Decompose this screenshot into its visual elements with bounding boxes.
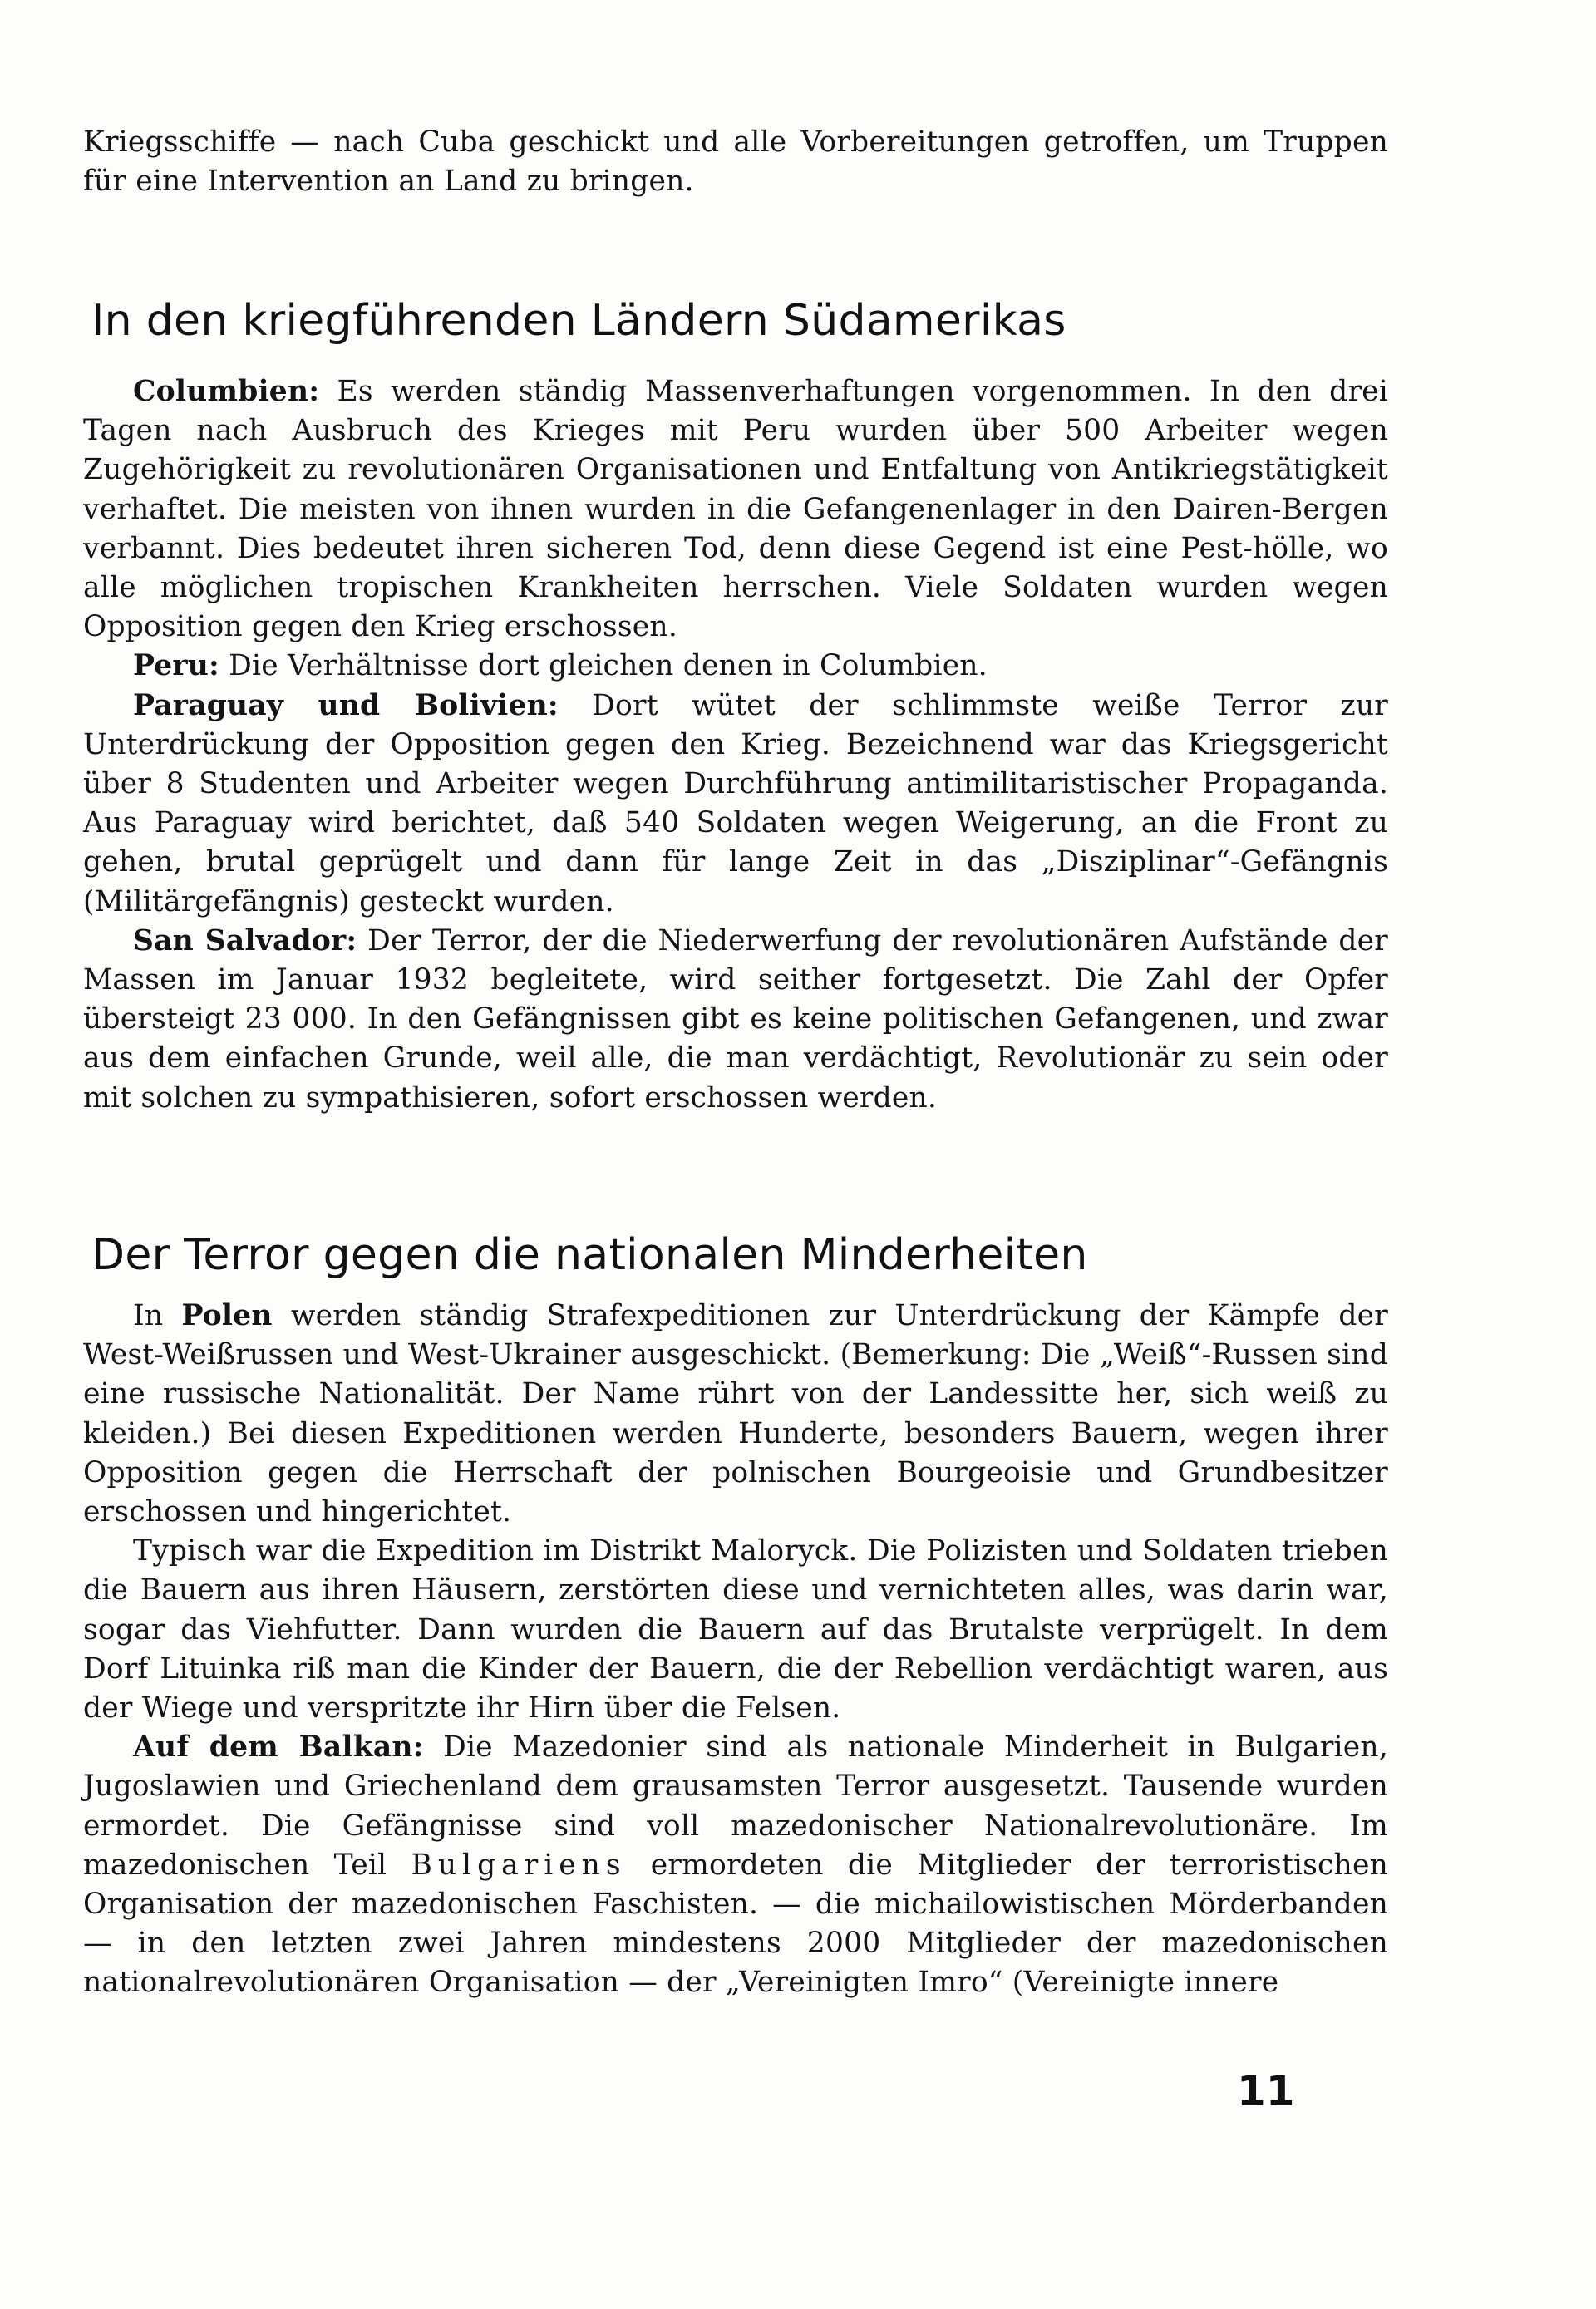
paragraph-balkan bbox=[83, 1728, 1388, 2002]
paragraph-peru bbox=[83, 647, 1388, 686]
paragraph-paraguay-bolivien bbox=[83, 687, 1388, 922]
paragraph-maloryck bbox=[83, 1532, 1388, 1728]
intro-line-1: Kriegsschiffe — nach Cuba geschickt und alle Vorbereitungen getroffen, um Truppen bbox=[83, 126, 1388, 159]
paragraph-lead: Auf dem Balkan: bbox=[133, 1731, 424, 1765]
paragraph-san-salvador bbox=[83, 922, 1388, 1118]
paragraph-text: Die Verhältnisse dort gleichen denen in Columbien. bbox=[219, 649, 988, 683]
paragraph-columbien bbox=[83, 372, 1388, 647]
paragraph-text-b: ermordeten die Mitglieder der terroristischen Organisation der mazedonischen Faschisten. — die michailowistischen Mörderbanden — in den letzten zwei Jahren mindestens 2000 Mitglieder der mazedonischen nationalrevolutionären Organisation — der „Vereinigten Imro“ (Vereinigte innere bbox=[83, 1848, 1388, 2000]
paragraph-lead: Paraguay und Bolivien: bbox=[133, 688, 559, 722]
paragraph-text: Dort wütet der schlimmste weiße Terror zur Unterdrückung der Opposition gegen den Krieg. Bezeichnend war das Kriegsgericht über 8 Studenten und Arbeiter wegen Durchführung antimilitaristischer Propaganda. Aus Paraguay wird berichtet, daß 540 Soldaten wegen Weigerung, an die Front zu gehen, brutal geprügelt und dann für lange Zeit in das „Disziplinar“-Gefängnis (Militärgefängnis) gesteckt wurden. bbox=[83, 688, 1388, 918]
section-heading-minderheiten: Der Terror gegen die nationalen Minderheiten bbox=[91, 1230, 1088, 1280]
paragraph-text: Der Terror, der die Niederwerfung der revolutionären Aufstände der Massen im Januar 1932 begleitete, wird seither fortgesetzt. Die Zahl der Opfer übersteigt 23 000. In den Gefängnissen gibt es keine politischen Gefangenen, und zwar aus dem einfachen Grunde, weil alle, die man verdächtigt, Revolutionär zu sein oder mit solchen zu sympathisieren, sofort erschossen werden. bbox=[83, 923, 1388, 1115]
paragraph-lead: Polen bbox=[181, 1299, 273, 1332]
paragraph-spaced-word: Bulgariens bbox=[411, 1848, 627, 1882]
section-body-suedamerika bbox=[83, 372, 1388, 1118]
section-heading-suedamerika: In den kriegführenden Ländern Südamerikas bbox=[91, 296, 1066, 346]
paragraph-lead: San Salvador: bbox=[133, 923, 357, 958]
paragraph-text: werden ständig Strafexpeditionen zur Unterdrückung der Kämpfe der West-Weißrussen und West-Ukrainer ausgeschickt. (Bemerkung: Die „Weiß“-Russen sind eine russische Nationalität. Der Name rührt von der Landessitte her, sich weiß zu kleiden.) Bei diesen Expeditionen werden Hunderte, besonders Bauern, wegen ihrer Opposition gegen die Herrschaft der polnischen Bourgeoisie und Grundbesitzer erschossen und hingerichtet. bbox=[83, 1299, 1388, 1529]
intro-line-2: für eine Intervention an Land zu bringen. bbox=[83, 165, 694, 199]
paragraph-text-a: Die Mazedonier sind als nationale Minderheit in Bulgarien, Jugoslawien und Griechenland dem grausamsten Terror ausgesetzt. Tausende wurden ermordet. Die Gefängnisse sind voll mazedonischer Nationalrevolutionäre. Im mazedonischen Teil bbox=[83, 1731, 1388, 1882]
page-number: 11 bbox=[1237, 2067, 1295, 2115]
paragraph-text: Typisch war die Expedition im Distrikt Maloryck. Die Polizisten und Soldaten trieben die Bauern aus ihren Häusern, zerstörten diese und vernichteten alles, was darin war, sogar das Viehfutter. Dann wurden die Bauern auf das Brutalste verprügelt. In dem Dorf Lituinka riß man die Kinder der Bauern, die der Rebellion verdächtigt waren, aus der Wiege und verspritzte ihr Hirn über die Felsen. bbox=[83, 1534, 1388, 1726]
paragraph-polen bbox=[83, 1297, 1388, 1532]
paragraph-text: Es werden ständig Massenverhaftungen vorgenommen. In den drei Tagen nach Ausbruch des Krieges mit Peru wurden über 500 Arbeiter wegen Zugehörigkeit zu revolutionären Organisationen und Entfaltung von Antikriegstätigkeit verhaftet. Die meisten von ihnen wurden in die Gefangenenlager in den Dairen-Bergen verbannt. Dies bedeutet ihren sicheren Tod, denn diese Gegend ist eine Pest-hölle, wo alle möglichen tropischen Krankheiten herrschen. Viele Soldaten wurden wegen Opposition gegen den Krieg erschossen. bbox=[83, 375, 1388, 644]
paragraph-pre: In bbox=[133, 1299, 182, 1332]
paragraph-lead: Peru: bbox=[133, 649, 219, 683]
section-body-minderheiten bbox=[83, 1297, 1388, 2003]
paragraph-lead: Columbien: bbox=[133, 375, 320, 408]
intro-block bbox=[83, 123, 1388, 201]
